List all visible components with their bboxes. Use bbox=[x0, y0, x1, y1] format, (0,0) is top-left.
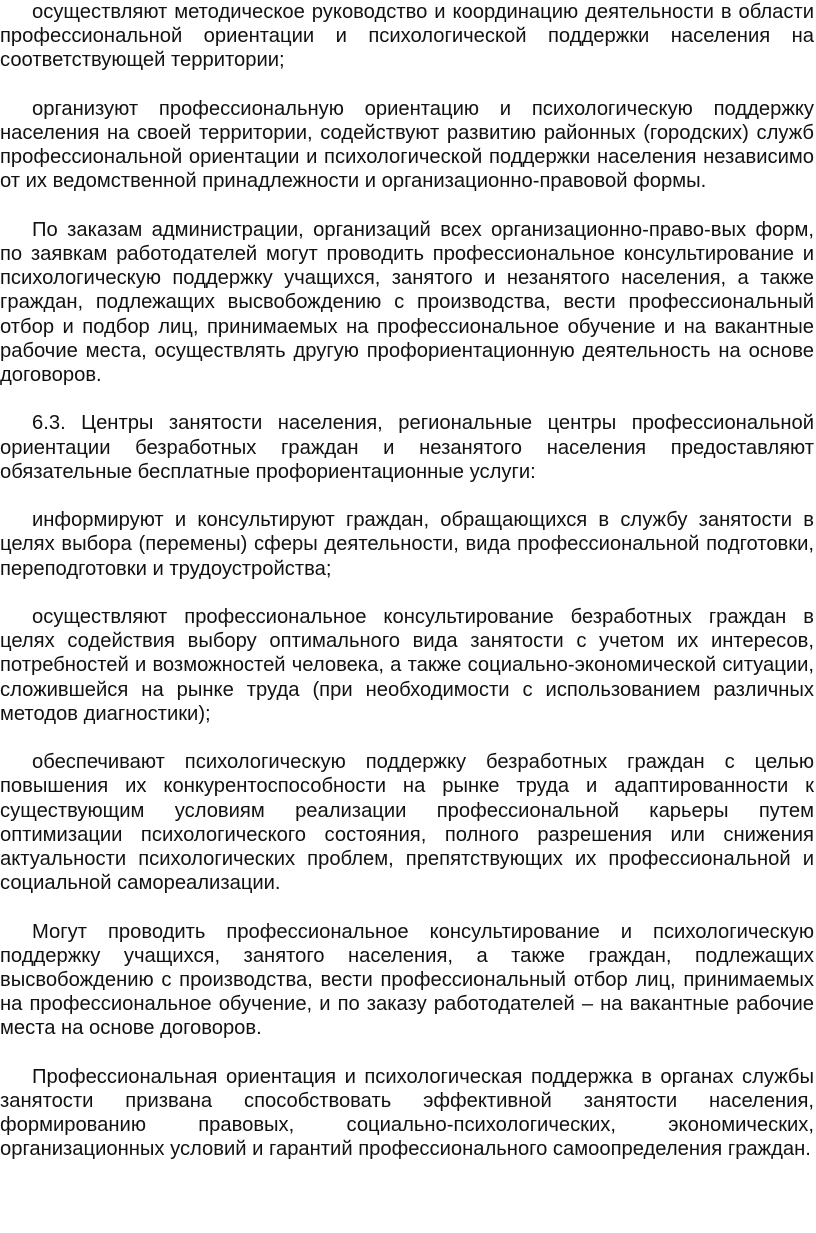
paragraph-methodical-guidance: осуществляют методическое руководство и координацию деятельности в области профессиональной ориентации и психологической поддержки населения на соответствующей территории; bbox=[0, 1, 814, 72]
paragraph-section-6-3: 6.3. Центры занятости населения, региональные центры профессиональной ориентации безработных граждан и незанятого населения предоставляют обязательные бесплатные профориентационные услуги: bbox=[0, 412, 814, 483]
paragraph-may-conduct: Могут проводить профессиональное консультирование и психологическую поддержку учащихся, занятого населения, а также граждан, подлежащих высвобождению с производства, вести профессиональный отбор лиц, принимаемых на профессиональное обучение, и по заказу работодателей – на вакантные рабочие места на основе договоров. bbox=[0, 920, 814, 1040]
paragraph-inform-consult: информируют и консультируют граждан, обращающихся в службу занятости в целях выбора (перемены) сферы деятельности, вида профессиональной подготовки, переподготовки и трудоустройства; bbox=[0, 509, 814, 580]
paragraph-orientation-purpose: Профессиональная ориентация и психологическая поддержка в органах службы занятости призвана способствовать эффективной занятости населения, формированию правовых, социально-психологических, экономических, организационных условий и гарантий профессионального самоопределения граждан. bbox=[0, 1065, 814, 1161]
paragraph-orders-contracts: По заказам администрации, организаций всех организационно-право-вых форм, по заявкам работодателей могут проводить профессиональное консультирование и психологическую поддержку учащихся, занятого и незанятого населения, а также граждан, подлежащих высвобождению с производства, вести профессиональный отбор и подбор лиц, принимаемых на профессиональное обучение и на вакантные рабочие места, осуществлять другую профориентационную деятельность на основе договоров. bbox=[0, 218, 814, 387]
paragraph-organize-orientation: организуют профессиональную ориентацию и психологическую поддержку населения на своей территории, содействуют развитию районных (городских) служб профессиональной ориентации и психологической поддержки населения независимо от их ведомственной принадлежности и организационно-правовой формы. bbox=[0, 97, 814, 193]
paragraph-professional-consulting: осуществляют профессиональное консультирование безработных граждан в целях содействия выбору оптимального вида занятости с учетом их интересов, потребностей и возможностей человека, а также социально-экономической ситуации, сложившейся на рынке труда (при необходимости с использованием различных методов диагностики); bbox=[0, 606, 814, 725]
paragraph-psychological-support: обеспечивают психологическую поддержку безработных граждан с целью повышения их конкурентоспособности на рынке труда и адаптированности к существующим условиям реализации профессиональной карьеры путем оптимизации психологического состояния, полного разрешения или снижения актуальности психологических проблем, препятствующих их профессиональной и социальной самореализации. bbox=[0, 751, 814, 895]
